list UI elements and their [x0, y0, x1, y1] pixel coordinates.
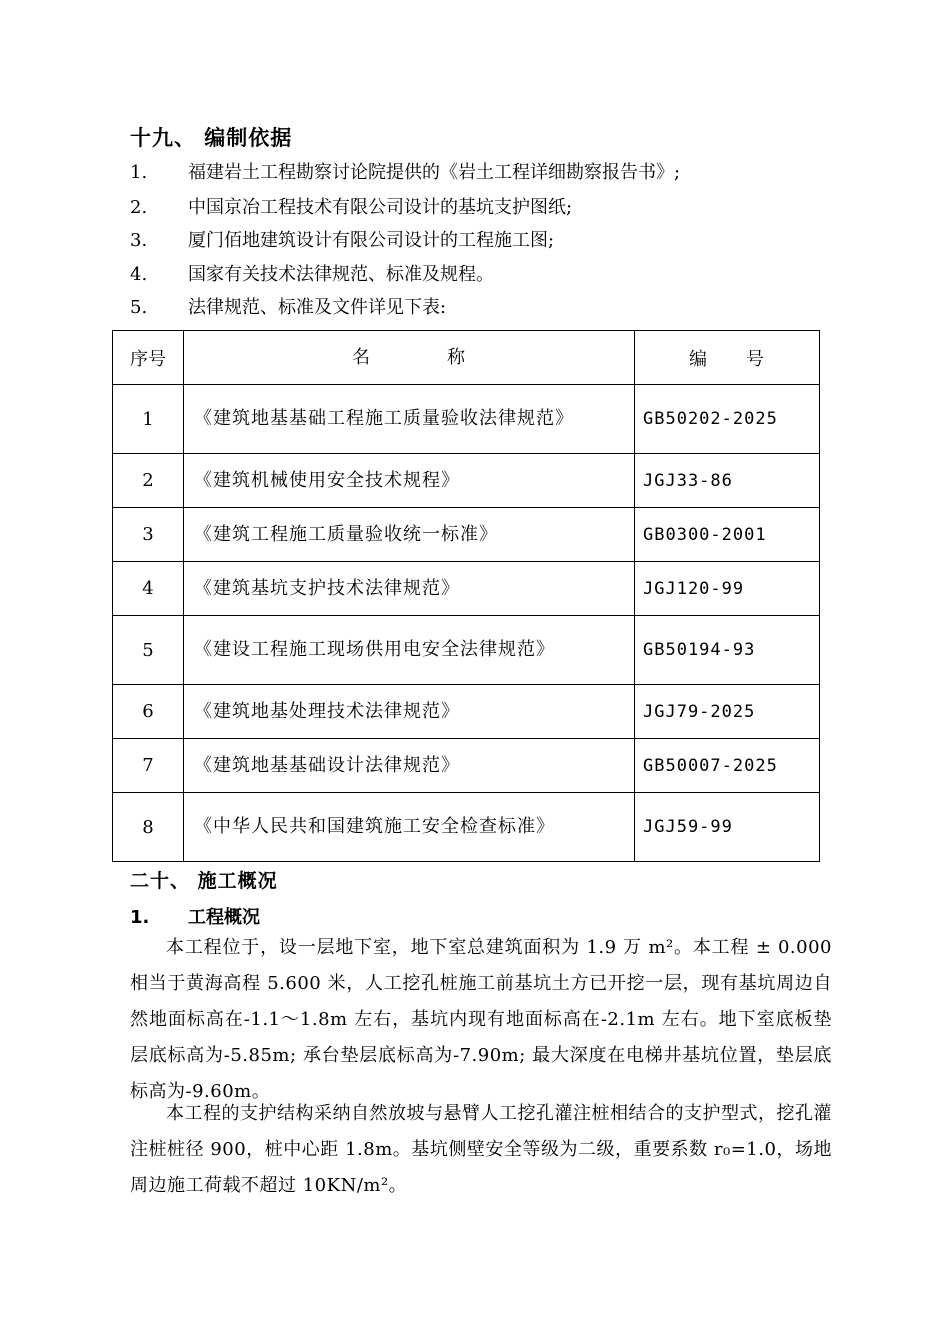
basis-item-1 — [130, 160, 680, 186]
basis-item-4 — [130, 262, 494, 288]
item-text: 法律规范、标准及文件详见下表: — [188, 297, 447, 318]
table-row — [113, 685, 820, 739]
item-text: 福建岩土工程勘察讨论院提供的《岩土工程详细勘察报告书》; — [188, 162, 681, 183]
item-number: 1. — [130, 162, 148, 183]
row-serial: 4 — [113, 562, 184, 616]
row-serial: 7 — [113, 739, 184, 793]
row-serial: 2 — [113, 454, 184, 508]
item-text: 国家有关技术法律规范、标准及规程。 — [188, 264, 494, 285]
item-text: 厦门佰地建筑设计有限公司设计的工程施工图; — [188, 230, 555, 251]
row-serial: 5 — [113, 616, 184, 685]
row-code: GB50194-93 — [635, 616, 820, 685]
item-text: 中国京冶工程技术有限公司设计的基坑支护图纸; — [188, 197, 573, 218]
row-name: 《建筑地基基础设计法律规范》 — [184, 739, 635, 793]
item-number: 3. — [130, 230, 148, 251]
row-code: JGJ120-99 — [635, 562, 820, 616]
overview-paragraph-2: 本工程的支护结构采纳自然放坡与悬臂人工挖孔灌注桩相结合的支护型式，挖孔灌注桩桩径 900，桩中心距 1.8m。基坑侧壁安全等级为二级，重要系数 r₀=1.0，场地周边施工荷载不超过 10KN/m²。 — [130, 1103, 832, 1196]
item-number: 5. — [130, 297, 148, 318]
row-name: 《建筑机械使用安全技术规程》 — [184, 454, 635, 508]
row-name: 《建筑地基基础工程施工质量验收法律规范》 — [184, 385, 635, 454]
subsection-number: 1. — [130, 907, 150, 928]
row-code: GB50202-2025 — [635, 385, 820, 454]
basis-item-5 — [130, 295, 446, 321]
table-row — [113, 739, 820, 793]
table-row — [113, 562, 820, 616]
basis-item-3 — [130, 228, 554, 254]
row-serial: 3 — [113, 508, 184, 562]
row-name: 《建筑工程施工质量验收统一标准》 — [184, 508, 635, 562]
subsection-label: 工程概况 — [188, 907, 260, 928]
overview-paragraph-1: 本工程位于，设一层地下室，地下室总建筑面积为 1.9 万 m²。本工程 ± 0.000 相当于黄海高程 5.600 米，人工挖孔桩施工前基坑土方已开挖一层，现有基坑周边自然地面标高在-1.1～1.8m 左右，基坑内现有地面标高在-2.1m 左右。地下室底板垫层底标高为-5.85m; 承台垫层底标高为-7.90m; 最大深度在电梯井基坑位置，垫层底标高为-9.60m。 — [130, 937, 832, 1102]
basis-item-2 — [130, 195, 572, 221]
table-row — [113, 793, 820, 862]
header-serial: 序号 — [113, 331, 184, 385]
row-name: 《建筑基坑支护技术法律规范》 — [184, 562, 635, 616]
row-serial: 8 — [113, 793, 184, 862]
row-name: 《中华人民共和国建筑施工安全检查标准》 — [184, 793, 635, 862]
item-number: 2. — [130, 197, 148, 218]
row-serial: 6 — [113, 685, 184, 739]
row-code: JGJ79-2025 — [635, 685, 820, 739]
table-row — [113, 616, 820, 685]
table-header-row — [113, 331, 820, 385]
subsection-title — [130, 903, 260, 929]
row-code: JGJ59-99 — [635, 793, 820, 862]
table-row — [113, 385, 820, 454]
header-code: 编 号 — [635, 331, 820, 385]
table-row — [113, 454, 820, 508]
item-number: 4. — [130, 264, 148, 285]
table-row — [113, 508, 820, 562]
header-name: 名 称 — [184, 331, 635, 385]
section-20-title: 二十、 施工概况 — [130, 870, 278, 892]
row-code: GB0300-2001 — [635, 508, 820, 562]
row-name: 《建设工程施工现场供用电安全法律规范》 — [184, 616, 635, 685]
standards-table — [112, 330, 820, 862]
row-serial: 1 — [113, 385, 184, 454]
row-name: 《建筑地基处理技术法律规范》 — [184, 685, 635, 739]
section-19-title: 十九、 编制依据 — [130, 126, 293, 150]
row-code: GB50007-2025 — [635, 739, 820, 793]
row-code: JGJ33-86 — [635, 454, 820, 508]
